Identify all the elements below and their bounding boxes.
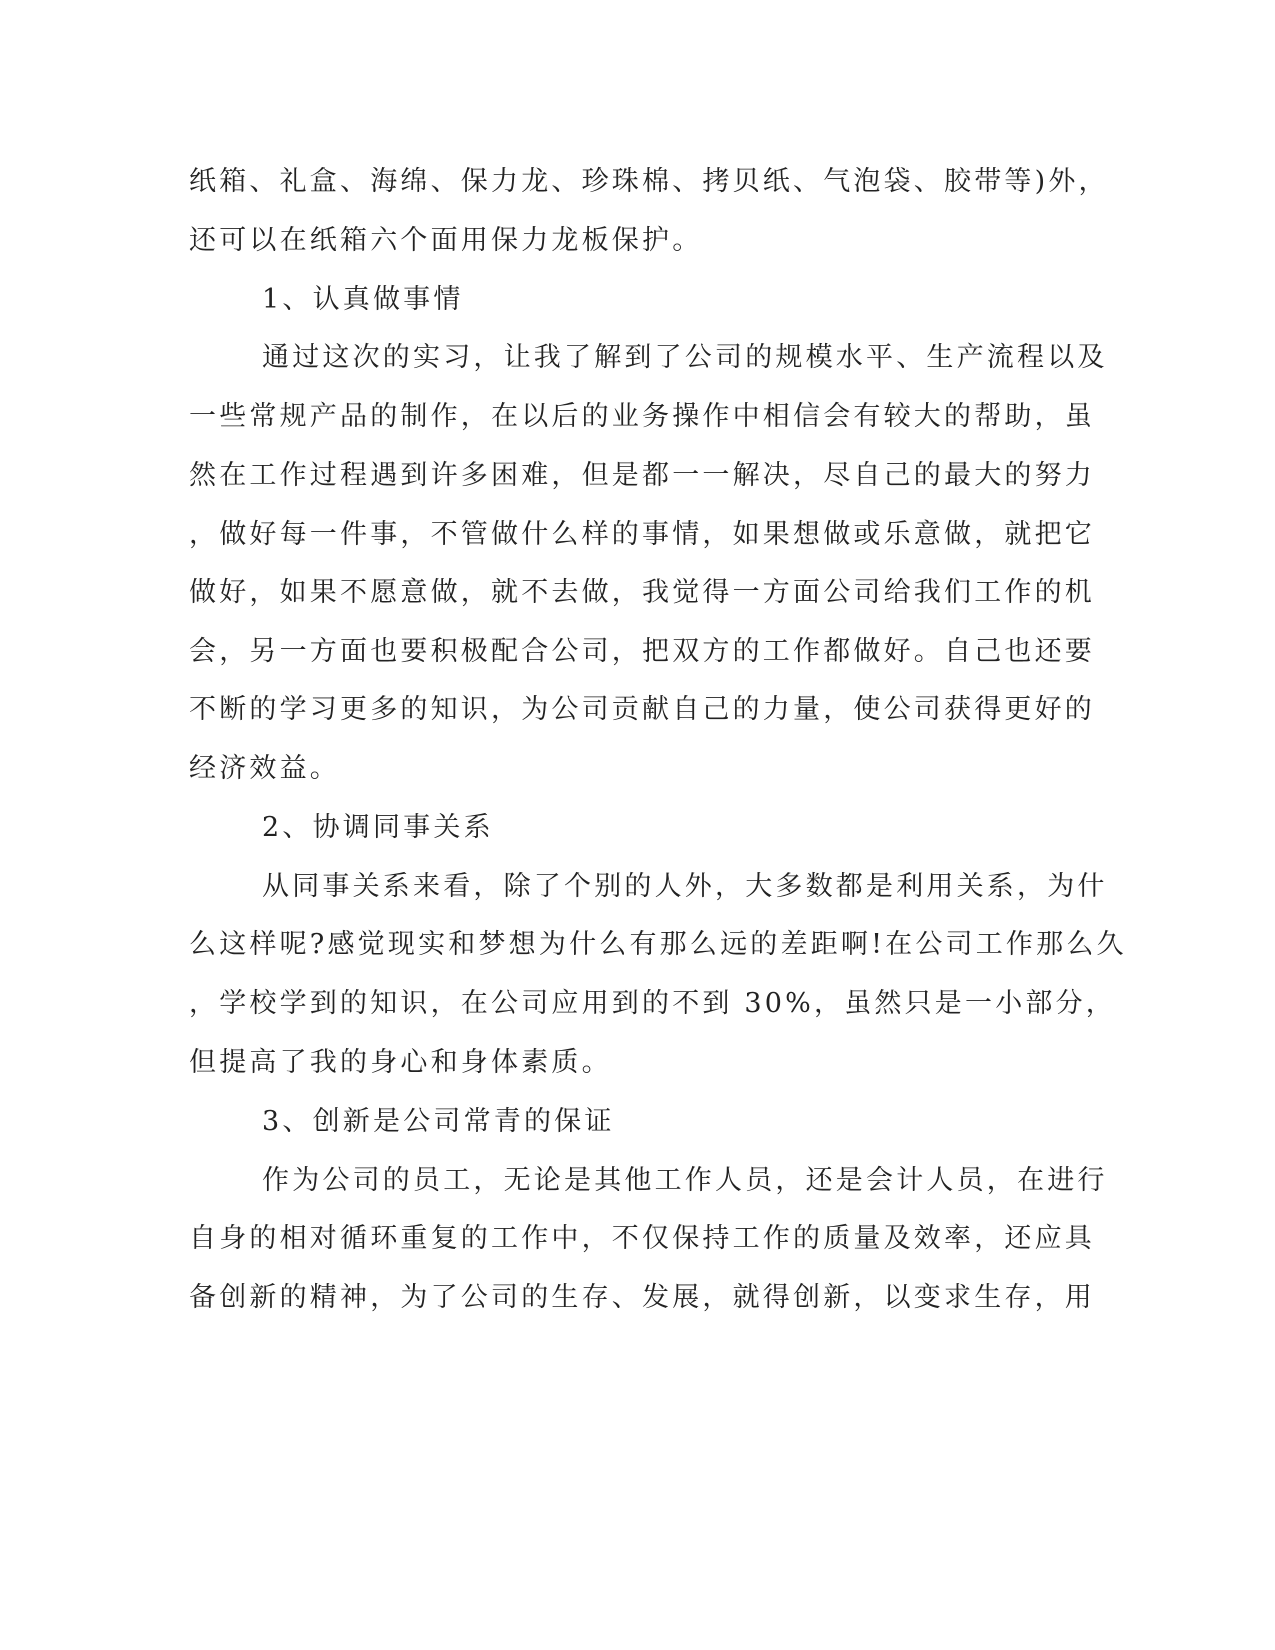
paragraph-line: 从同事关系来看，除了个别的人外，大多数都是利用关系，为什 bbox=[262, 871, 1108, 902]
paragraph-line: ，学校学到的知识，在公司应用到的不到 30%，虽然只是一小部分， bbox=[189, 988, 1116, 1019]
section-heading-1: 1、认真做事情 bbox=[262, 284, 464, 315]
text-line: 还可以在纸箱六个面用保力龙板保护。 bbox=[189, 225, 703, 256]
section-heading-3: 3、创新是公司常青的保证 bbox=[262, 1106, 615, 1137]
paragraph-line: 一些常规产品的制作，在以后的业务操作中相信会有较大的帮助，虽 bbox=[189, 401, 1095, 432]
paragraph-line: 么这样呢?感觉现实和梦想为什么有那么远的差距啊!在公司工作那么久 bbox=[189, 929, 1127, 960]
section-heading-2: 2、协调同事关系 bbox=[262, 812, 494, 843]
paragraph-line: 做好，如果不愿意做，就不去做，我觉得一方面公司给我们工作的机 bbox=[189, 577, 1095, 608]
paragraph-line: 备创新的精神，为了公司的生存、发展，就得创新，以变求生存，用 bbox=[189, 1282, 1095, 1313]
paragraph-line: 会，另一方面也要积极配合公司，把双方的工作都做好。自己也还要 bbox=[189, 636, 1095, 667]
paragraph-line: 经济效益。 bbox=[189, 753, 340, 784]
paragraph-line: 自身的相对循环重复的工作中，不仅保持工作的质量及效率，还应具 bbox=[189, 1223, 1095, 1254]
paragraph-line: 通过这次的实习，让我了解到了公司的规模水平、生产流程以及 bbox=[262, 342, 1108, 373]
text-line: 纸箱、礼盒、海绵、保力龙、珍珠棉、拷贝纸、气泡袋、胶带等)外， bbox=[189, 166, 1109, 197]
paragraph-line: ，做好每一件事，不管做什么样的事情，如果想做或乐意做，就把它 bbox=[189, 519, 1095, 550]
paragraph-line: 作为公司的员工，无论是其他工作人员，还是会计人员，在进行 bbox=[262, 1165, 1108, 1196]
paragraph-line: 但提高了我的身心和身体素质。 bbox=[189, 1047, 612, 1078]
paragraph-line: 不断的学习更多的知识，为公司贡献自己的力量，使公司获得更好的 bbox=[189, 694, 1095, 725]
paragraph-line: 然在工作过程遇到许多困难，但是都一一解决，尽自己的最大的努力 bbox=[189, 460, 1095, 491]
